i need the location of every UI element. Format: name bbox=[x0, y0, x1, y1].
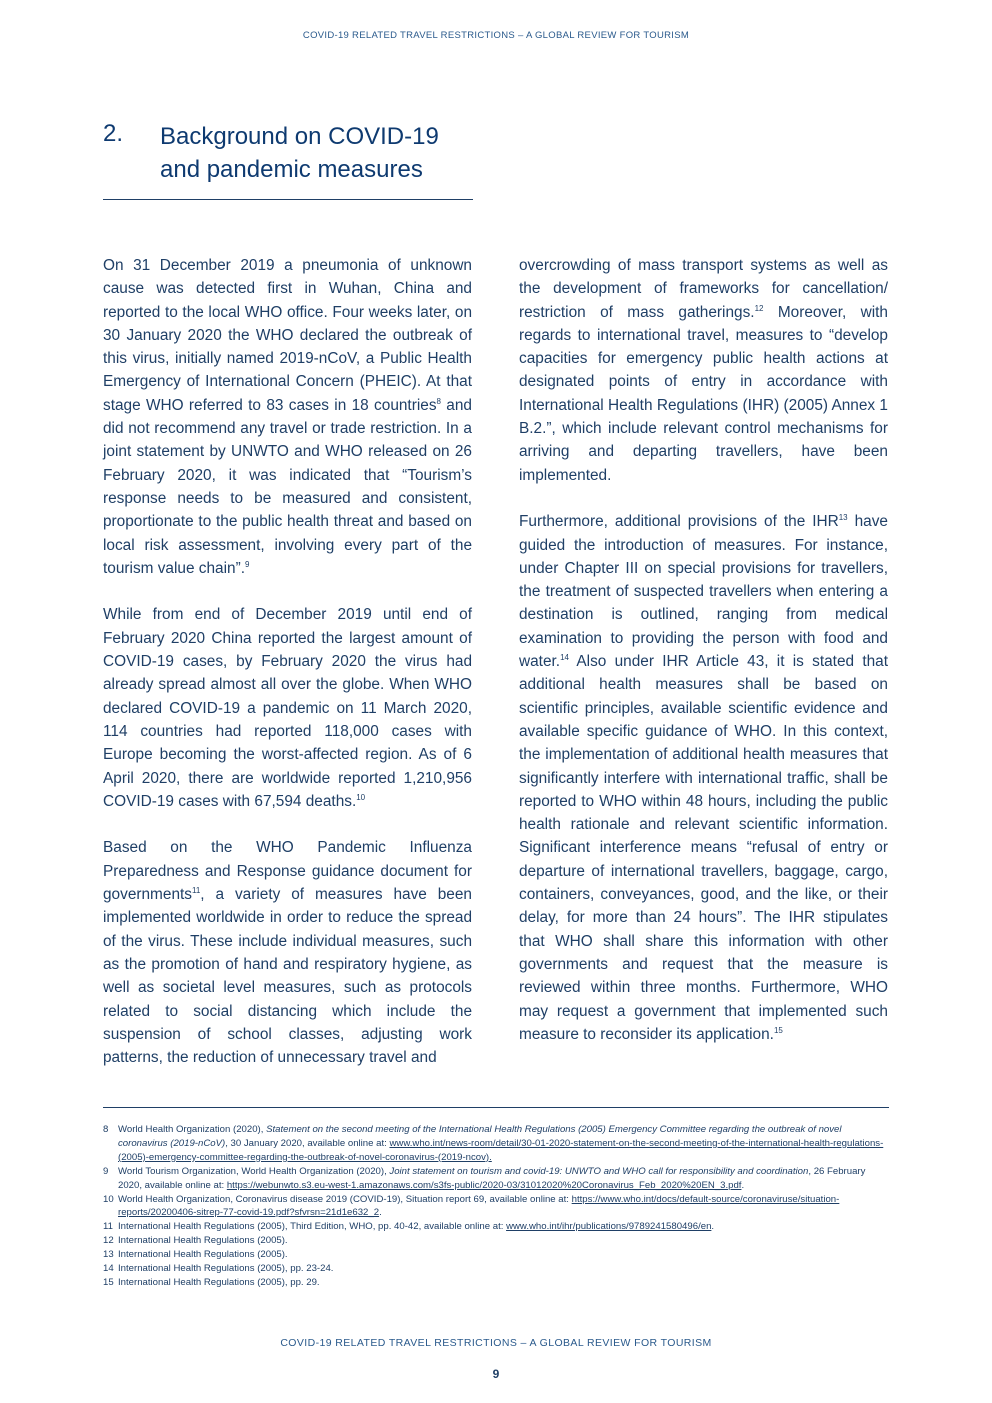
page-number: 9 bbox=[492, 1367, 500, 1381]
footnotes bbox=[103, 1123, 889, 1290]
footnote-ref[interactable]: 10 bbox=[356, 792, 366, 802]
footnote-link[interactable]: www.who.int/ihr/publications/9789241580496/en bbox=[506, 1221, 712, 1233]
footnote-ref[interactable]: 8 bbox=[436, 396, 441, 406]
paragraph: On 31 December 2019 a pneumonia of unknown cause was detected first in Wuhan, China and reported to the local WHO office. Four weeks later, on 30 January 2020 the WHO declared the outbreak of this virus, initially named 2019-nCoV, a Public Health Emergency of International Concern (PHEIC). At that stage WHO referred to 83 cases in 18 countries$^8$ and did not recommend any travel or trade restriction. In a joint statement by UNWTO and WHO released on 26 February 2020, it was indicated that “Tourism’s response needs to be measured and consistent, proportionate to the public health threat and based on local risk assessment, involving every part of the tourism value chain”.$^9$ bbox=[103, 257, 472, 577]
section-number: 2. bbox=[103, 120, 124, 147]
footnote-item: 10 World Health Organization, Coronavirus disease 2019 (COVID-19), Situation report 69, available online at: https://www.who.int/docs/default-source/coronaviruse/situation-reports/20200406-sitrep-77-covid-19.pdf?sfvrsn=21d1e632_2. bbox=[103, 1193, 840, 1219]
running-header: COVID-19 RELATED TRAVEL RESTRICTIONS – A GLOBAL REVIEW FOR TOURISM bbox=[302, 30, 690, 41]
footnote-ref[interactable]: 12 bbox=[754, 303, 764, 313]
footnote-ref[interactable]: 13 bbox=[838, 513, 848, 523]
footnote-item: 13 International Health Regulations (2005). bbox=[103, 1249, 288, 1261]
footnote-item: 9 World Tourism Organization, World Health Organization (2020), Joint statement on tourism and covid-19: UNWTO and WHO call for responsibility and coordination, 26 February 2020, available online at: https://webunwto.s3.eu-west-1.amazonaws.com/s3fs-public/2020-03/31012020%20Coronavirus_Feb_2020%20EN_3.pdf. bbox=[103, 1165, 866, 1191]
section-title: Background on COVID-19 and pandemic measures bbox=[160, 123, 439, 183]
footnote-divider bbox=[103, 1107, 889, 1108]
footnote-link[interactable]: https://webunwto.s3.eu-west-1.amazonaws.com/s3fs-public/2020-03/31012020%20Coronavirus_Feb_2020%20EN_3.pdf bbox=[226, 1179, 742, 1191]
title-divider bbox=[103, 199, 473, 200]
footnote-item: 14 International Health Regulations (2005), pp. 23-24. bbox=[103, 1263, 334, 1275]
body-column-left bbox=[103, 254, 472, 1093]
footnote-link[interactable]: www.who.int/news-room/detail/30-01-2020-statement-on-the-second-meeting-of-the-international-health-regulations-(2005)-emergency-committee-regarding-the-outbreak-of-novel-coronavirus-(2019-ncov). bbox=[118, 1137, 884, 1163]
footnote-item: 11 International Health Regulations (2005), Third Edition, WHO, pp. 40-42, available online at: www.who.int/ihr/publications/9789241580496/en. bbox=[103, 1221, 715, 1233]
footnote-ref[interactable]: 15 bbox=[773, 1025, 783, 1035]
paragraph: While from end of December 2019 until end of February 2020 China reported the largest amount of COVID-19 cases, by February 2020 the virus had already spread almost all over the globe. When WHO declared COVID-19 a pandemic on 11 March 2020, 114 countries had reported 118,000 cases with Europe becoming the worst-affected region. As of 6 April 2020, there are worldwide reported 1,210,956 COVID-19 cases with 67,594 deaths.$^{10}$ bbox=[103, 606, 472, 810]
footnote-ref[interactable]: 9 bbox=[245, 559, 250, 569]
footnote-item: 8 World Health Organization (2020), Statement on the second meeting of the International Health Regulations (2005) Emergency Committee regarding the outbreak of novel coronavirus (2019-nCoV), 30 January 2020, available online at: www.who.int/news-room/detail/30-01-2020-statement-on-the-second-meeting-of-the-international-health-regulations-(2005)-emergency-committee-regarding-the-outbreak-of-novel-coronavirus-(2019-ncov). bbox=[103, 1124, 884, 1163]
body-column-right bbox=[519, 254, 888, 1069]
footnote-ref[interactable]: 14 bbox=[560, 653, 569, 663]
footnote-item: 15 International Health Regulations (2005), pp. 29. bbox=[103, 1276, 320, 1288]
running-footer: COVID-19 RELATED TRAVEL RESTRICTIONS – A GLOBAL REVIEW FOR TOURISM bbox=[280, 1337, 712, 1349]
footnote-link[interactable]: https://www.who.int/docs/default-source/coronaviruse/situation-reports/20200406-sitrep-77-covid-19.pdf?sfvrsn=21d1e632_2 bbox=[118, 1193, 840, 1219]
paragraph: Based on the WHO Pandemic Influenza Preparedness and Response guidance document for governments$^{11}$, a variety of measures have been implemented worldwide in order to reduce the spread of the virus. These include individual measures, such as the promotion of hand and respiratory hygiene, as well as societal level measures, such as protocols related to social distancing which include the suspension of school classes, adjusting work patterns, the reduction of unnecessary travel and bbox=[103, 839, 472, 1067]
paragraph: overcrowding of mass transport systems as well as the development of frameworks for cancellation/ restriction of mass gatherings.$^{12}$ Moreover, with regards to international travel, measures to “develop capacities for emergency public health actions at designated points of entry in accordance with International Health Regulations (IHR) (2005) Annex 1 B.2.”, which include relevant control mechanisms for arriving and departing travellers, have been implemented. bbox=[519, 257, 888, 484]
paragraph: Furthermore, additional provisions of the IHR$^{13}$ have guided the introduction of measures. For instance, under Chapter III on special provisions for travellers, the treatment of suspected travellers when entering a destination is outlined, ranging from medical examination to providing the person with food and water.$^{14}$ Also under IHR Article 43, it is stated that additional health measures shall be based on scientific principles, available scientific evidence and available specific guidance of WHO. In this context, the implementation of additional health measures that significantly interfere with international traffic, shall be reported to WHO within 48 hours, including the public health rationale and relevant scientific information. Significant interference means “refusal of entry or departure of international travellers, baggage, cargo, containers, conveyances, good, and the like, or their delay, for more than 24 hours”. The IHR stipulates that WHO shall share this information with other governments and request that the measure is reviewed within three months. Furthermore, WHO may request a government that implemented such measure to reconsider its application.$^{15}$ bbox=[519, 513, 888, 1043]
footnote-ref[interactable]: 11 bbox=[191, 886, 201, 896]
footnote-item: 12 International Health Regulations (2005). bbox=[103, 1235, 288, 1247]
